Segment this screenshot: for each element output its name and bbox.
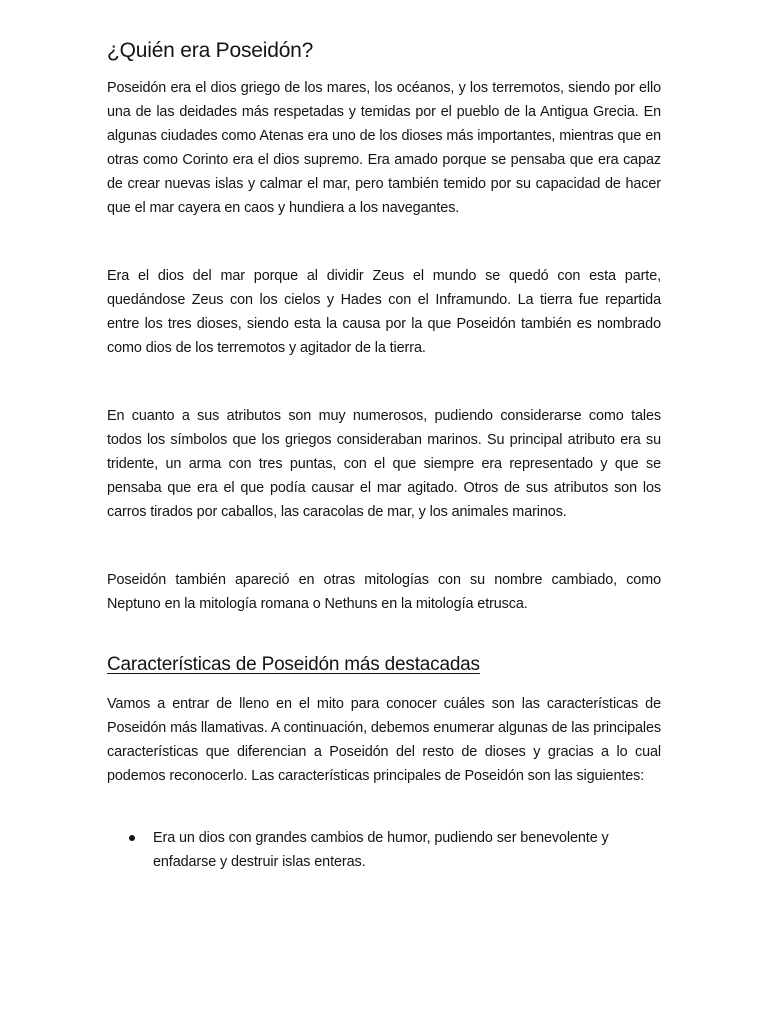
paragraph-gap [107, 360, 661, 404]
list-item-text: Era un dios con grandes cambios de humor, pudiendo ser benevolente y enfadarse y destruir islas enteras. [153, 830, 609, 870]
list-gap [107, 788, 661, 826]
paragraph-3: En cuanto a sus atributos son muy numerosos, pudiendo considerarse como tales todos los símbolos que los griegos consideraban marinos. Su principal atributo era su tridente, un arma con tres puntas, con el que siempre era representado y que se pensaba que era el que podía causar el mar agitado. Otros de sus atributos son los carros tirados por caballos, las caracolas de mar, y los animales marinos. [107, 408, 661, 520]
document-title: ¿Quién era Poseidón? [107, 39, 314, 62]
paragraph-2: Era el dios del mar porque al dividir Zeus el mundo se quedó con esta parte, quedándose Zeus con los cielos y Hades con el Inframundo. La tierra fue repartida entre los tres dioses, siendo esta la causa por la que Poseidón también es nombrado como dios de los terremotos y agitador de la tierra. [107, 268, 661, 356]
section-gap [107, 616, 661, 652]
section-heading: Características de Poseidón más destacadas [107, 654, 480, 675]
paragraph-gap [107, 524, 661, 568]
characteristics-list [107, 826, 661, 874]
bullet-icon [129, 835, 135, 841]
paragraph-4: Poseidón también apareció en otras mitologías con su nombre cambiado, como Neptuno en la mitología romana o Nethuns en la mitología etrusca. [107, 572, 661, 612]
section-intro: Vamos a entrar de lleno en el mito para conocer cuáles son las características de Poseidón más llamativas. A continuación, debemos enumerar algunas de las principales características que diferencian a Poseidón del resto de dioses y gracias a lo cual podemos reconocerlo. Las características principales de Poseidón son las siguientes: [107, 696, 661, 784]
list-item [107, 826, 661, 874]
paragraph-gap [107, 220, 661, 264]
paragraph-1: Poseidón era el dios griego de los mares, los océanos, y los terremotos, siendo por ello una de las deidades más respetadas y temidas por el pueblo de la Antigua Grecia. En algunas ciudades como Atenas era uno de los dioses más importantes, mientras que en otras como Corinto era el dios supremo. Era amado porque se pensaba que era capaz de crear nuevas islas y calmar el mar, pero también temido por su capacidad de hacer que el mar cayera en caos y hundiera a los navegantes. [107, 80, 661, 216]
document-page [107, 36, 661, 874]
